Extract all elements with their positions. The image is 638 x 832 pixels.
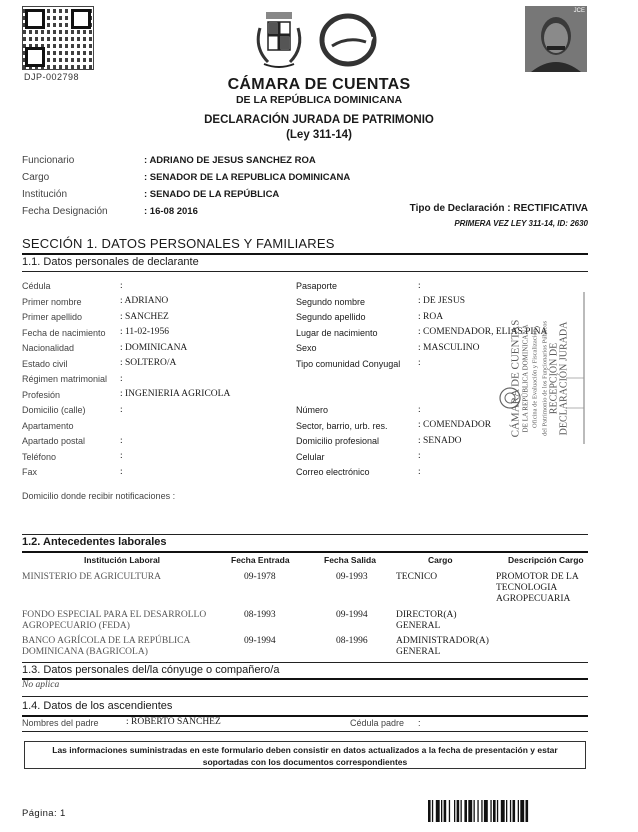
barcode-bar — [449, 800, 450, 822]
not-applicable-note: No aplica — [22, 680, 60, 690]
official-label: Institución — [22, 189, 68, 200]
field-label: Domicilio (calle) — [22, 405, 86, 415]
institution-cell: MINISTERIO DE AGRICULTURA — [22, 572, 161, 582]
field-value: : — [418, 280, 421, 291]
entry-date-cell: 08-1993 — [244, 610, 276, 620]
divider — [22, 534, 588, 535]
barcode-bar — [461, 800, 462, 822]
field-label: Primer nombre — [22, 296, 82, 307]
exit-date-cell: 09-1993 — [336, 572, 368, 582]
barcode-bar — [454, 800, 455, 822]
declaration-note: PRIMERA VEZ LEY 311-14, ID: 2630 — [454, 219, 588, 228]
field-value: : MASCULINO — [418, 342, 480, 353]
father-id-value: : — [418, 718, 421, 728]
field-value: : — [418, 466, 421, 477]
barcode-bar — [444, 800, 447, 822]
field-value: : — [418, 404, 421, 415]
official-value: : SENADO DE LA REPÚBLICA — [144, 189, 280, 200]
subsection-title: 1.2. Antecedentes laborales — [22, 536, 167, 548]
column-header: Institución Laboral — [84, 555, 161, 565]
org-name: CÁMARA DE CUENTAS — [227, 76, 411, 93]
father-name-label: Nombres del padre — [22, 718, 99, 728]
field-label: Tipo comunidad Conyugal — [296, 358, 401, 369]
org-subname: DE LA REPÚBLICA DOMINICANA — [235, 94, 403, 106]
barcode — [428, 800, 588, 822]
stamp-line: DE LA REPÚBLICA DOMINICANA — [521, 324, 529, 433]
field-label: Fax — [22, 467, 38, 477]
barcode-bar — [518, 800, 519, 822]
divider — [22, 551, 588, 553]
field-label: Número — [296, 405, 329, 415]
exit-date-cell: 09-1994 — [336, 610, 368, 620]
barcode-bar — [520, 800, 524, 822]
barcode-bar — [481, 800, 482, 822]
doc-code: DJP-002798 — [24, 72, 80, 82]
law-reference: (Ley 311-14) — [286, 129, 352, 141]
column-header: Fecha Salida — [324, 555, 376, 565]
field-label: Domicilio profesional — [296, 436, 380, 446]
barcode-bar — [477, 800, 478, 822]
field-label: Régimen matrimonial — [22, 374, 108, 384]
barcode-bar — [464, 800, 467, 822]
stamp-line: del Patrimonio de los Funcionarios Públicos — [541, 321, 548, 437]
column-header: Descripción Cargo — [508, 555, 584, 565]
position-cell: DIRECTOR(A) GENERAL — [396, 610, 457, 631]
father-name-value: : ROBERTO SANCHEZ — [126, 717, 221, 727]
form-title: DECLARACIÓN JURADA DE PATRIMONIO — [204, 114, 434, 126]
field-label: Apartado postal — [22, 436, 86, 446]
barcode-bar — [490, 800, 491, 822]
field-label: Sector, barrio, urb. res. — [296, 420, 388, 431]
divider — [22, 271, 588, 272]
field-label: Teléfono — [22, 451, 57, 462]
field-value: : — [120, 466, 123, 477]
field-value: : INGENIERIA AGRICOLA — [120, 389, 231, 399]
field-value: : — [120, 280, 123, 291]
position-cell: ADMINISTRADOR(A) GENERAL — [396, 636, 489, 657]
field-value: : SANCHEZ — [120, 311, 169, 322]
stamp-line: DECLARACIÓN JURADA — [558, 321, 569, 436]
barcode-bar — [474, 800, 475, 822]
notice-box: Las informaciones suministradas en este formulario deben consistir en datos actualizados a la fecha de presentación y estar soportadas con los documentos correspondientes — [24, 741, 586, 769]
field-label: Celular — [296, 451, 325, 462]
barcode-bar — [506, 800, 507, 822]
barcode-bar — [457, 800, 460, 822]
barcode-bar — [513, 800, 516, 822]
qr-finder — [71, 9, 91, 29]
stamp-line: RECEPCIÓN DE — [548, 342, 560, 415]
qr-finder — [25, 47, 45, 67]
divider — [22, 715, 588, 717]
field-label: Nacionalidad — [22, 343, 75, 353]
official-photo — [525, 6, 587, 72]
field-label: Segundo apellido — [296, 312, 366, 322]
stamp-line: CÁMARA DE CUENTAS — [509, 319, 522, 438]
field-label: Estado civil — [22, 358, 68, 369]
barcode-bar — [493, 800, 496, 822]
official-label: Cargo — [22, 172, 50, 183]
reception-stamp — [498, 288, 588, 448]
field-value: : — [120, 451, 123, 461]
field-label: Lugar de nacimiento — [296, 327, 378, 338]
field-label: Sexo — [296, 343, 317, 353]
field-label: Profesión — [22, 389, 61, 400]
notification-address-label: Domicilio donde recibir notificaciones : — [22, 491, 176, 501]
divider — [22, 678, 588, 680]
exit-date-cell: 08-1996 — [336, 636, 368, 646]
official-value: : ADRIANO DE JESUS SANCHEZ ROA — [144, 155, 316, 166]
official-value: : 16-08 2016 — [144, 206, 198, 217]
divider — [22, 731, 588, 732]
column-header: Cargo — [428, 555, 453, 565]
description-cell: PROMOTOR DE LA TECNOLOGIA AGROPECUARIA — [496, 572, 579, 604]
barcode-bar — [441, 800, 442, 822]
divider — [22, 253, 588, 255]
subsection-title: 1.1. Datos personales de declarante — [22, 256, 199, 268]
barcode-bar — [526, 800, 529, 822]
official-value: : SENADOR DE LA REPUBLICA DOMINICANA — [144, 172, 351, 183]
institution-cell: FONDO ESPECIAL PARA EL DESARROLLO AGROPECUARIO (FEDA) — [22, 610, 207, 631]
qr-finder — [25, 9, 45, 29]
field-value: : SENADO — [418, 435, 462, 446]
stamp-line: Oficina de Evaluación y Fiscalización — [531, 329, 539, 428]
field-label: Primer apellido — [22, 312, 83, 322]
subsection-title: 1.3. Datos personales del/la cónyuge o compañero/a — [22, 664, 280, 676]
declaration-type: Tipo de Declaración : RECTIFICATIVA — [409, 203, 588, 214]
field-value: : ADRIANO — [120, 296, 169, 306]
qr-code — [22, 6, 94, 70]
field-value: : 11-02-1956 — [120, 327, 169, 337]
section-title: SECCIÓN 1. DATOS PERSONALES Y FAMILIARES — [22, 236, 335, 251]
entry-date-cell: 09-1978 — [244, 572, 276, 582]
barcode-bar — [428, 800, 431, 822]
field-value: : SOLTERO/A — [120, 358, 177, 368]
coat-of-arms-icon — [250, 8, 308, 70]
page-number: Página: 1 — [22, 808, 66, 819]
institution-cell: BANCO AGRÍCOLA DE LA REPÚBLICA DOMINICANA (BAGRICOLA) — [22, 636, 190, 657]
field-value: : COMENDADOR, ELIAS PIÑA — [418, 327, 548, 337]
barcode-bar — [432, 800, 433, 822]
field-value: : — [418, 358, 421, 368]
field-label: Apartamento — [22, 420, 74, 431]
field-value: : DOMINICANA — [120, 342, 188, 353]
field-value: : DE JESUS — [418, 296, 465, 306]
official-label: Funcionario — [22, 155, 75, 166]
photo-tag: JCE — [573, 8, 585, 14]
barcode-bar — [497, 800, 498, 822]
barcode-bar — [484, 800, 488, 822]
barcode-bar — [510, 800, 511, 822]
field-label: Fecha de nacimiento — [22, 327, 106, 338]
divider — [22, 662, 588, 663]
barcode-bar — [501, 800, 505, 822]
column-header: Fecha Entrada — [231, 555, 290, 565]
camara-logo-icon — [318, 10, 378, 68]
barcode-bar — [436, 800, 440, 822]
field-value: : — [120, 404, 123, 415]
field-value: : — [120, 373, 123, 384]
field-value: : COMENDADOR — [418, 420, 492, 430]
field-value: : — [120, 435, 123, 446]
entry-date-cell: 09-1994 — [244, 636, 276, 646]
field-label: Pasaporte — [296, 281, 338, 291]
position-cell: TECNICO — [396, 572, 438, 582]
barcode-bar — [468, 800, 472, 822]
field-value: : — [418, 451, 421, 461]
father-id-label: Cédula padre — [350, 718, 405, 728]
divider — [22, 696, 588, 697]
field-label: Segundo nombre — [296, 296, 366, 307]
official-label: Fecha Designación — [22, 206, 108, 217]
subsection-title: 1.4. Datos de los ascendientes — [22, 700, 173, 712]
field-label: Correo electrónico — [296, 467, 370, 477]
field-value: : ROA — [418, 311, 444, 322]
field-label: Cédula — [22, 281, 51, 291]
